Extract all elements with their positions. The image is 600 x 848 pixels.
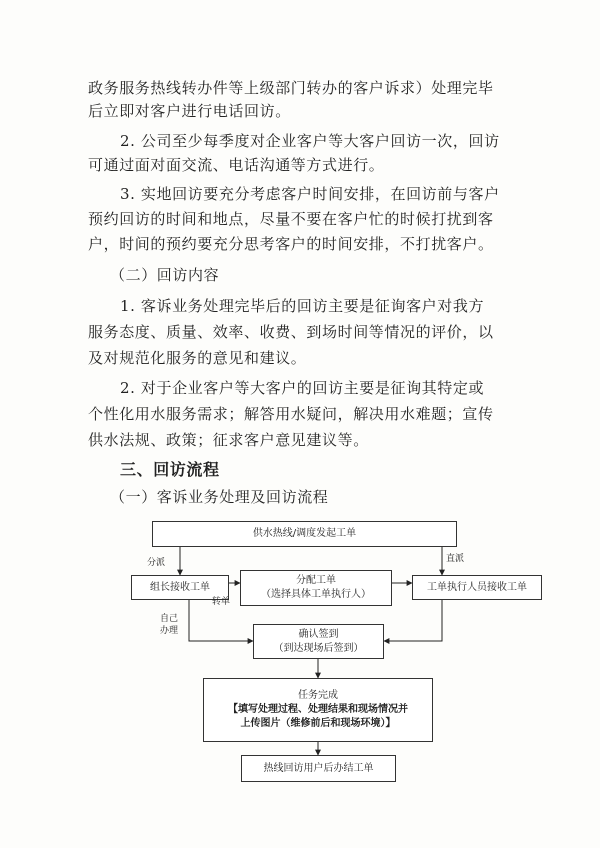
flow-task-title: 任务完成: [298, 690, 338, 701]
paragraph-line: 2. 对于企业客户等大客户的回访主要是征询其特定或: [120, 379, 485, 397]
paragraph-line: 预约回访的时间和地点，尽量不要在客户忙的时候打扰到客: [88, 210, 494, 228]
paragraph-line: 1. 客诉业务处理完毕后的回访主要是征询客户对我方: [120, 297, 485, 315]
paragraph-line: 可通过面对面交流、电话沟通等方式进行。: [88, 156, 385, 174]
flow-close-text: 热线回访用户后办结工单: [263, 762, 374, 774]
paragraph-line: 户，时间的预约要充分思考客户的时间安排，不打扰客户。: [88, 235, 494, 253]
flow-confirm-detail: （到达现场后签到）: [273, 642, 364, 654]
subsection-heading: （二）回访内容: [110, 266, 220, 284]
section-heading: 三、回访流程: [120, 460, 220, 479]
flow-start-box: [152, 521, 457, 547]
flow-task-box: [203, 678, 433, 742]
label-transfer: 转单: [212, 597, 231, 607]
flow-start-text: 供水热线/调度发起工单: [252, 528, 357, 539]
subsection-heading: （一）客诉业务处理及回访流程: [110, 488, 329, 506]
flow-confirm-box: [253, 624, 384, 659]
label-self-handle: 自己: [160, 614, 179, 624]
paragraph-line: 后立即对客户进行电话回访。: [88, 102, 291, 120]
flow-confirm-title: 确认签到: [298, 628, 339, 640]
paragraph-line: 供水法规、政策；征求客户意见建议等。: [88, 431, 369, 449]
paragraph-line: 2. 公司至少每季度对企业客户等大客户回访一次，回访: [120, 132, 500, 150]
flow-assign-title: 分配工单: [296, 575, 336, 586]
flow-executor-text: 工单执行人员接收工单: [427, 581, 527, 593]
flow-close-box: [241, 755, 396, 782]
paragraph-line: 服务态度、质量、效率、收费、到场时间等情况的评价，以: [88, 323, 494, 341]
flow-task-detail-2: 上传图片（维修前后和现场环境）】: [240, 718, 396, 729]
flow-assign-box: [240, 570, 392, 606]
paragraph-line: 个性化用水服务需求；解答用水疑问，解决用水难题；宣传: [88, 405, 494, 423]
label-dispatch: 分派: [147, 558, 166, 568]
flow-executor-box: [412, 575, 542, 600]
paragraph-line: 3. 实地回访要充分考虑客户时间安排，在回访前与客户: [120, 185, 500, 203]
label-self-handle-2: 办理: [160, 626, 179, 636]
flow-assign-detail: （选择具体工单执行人）: [261, 589, 371, 600]
flow-leader-text: 组长接收工单: [150, 581, 210, 593]
paragraph-line: 政务服务热线转办件等上级部门转办的客户诉求）处理完毕: [88, 79, 494, 97]
label-direct: 直派: [446, 554, 465, 564]
paragraph-line: 及对规范化服务的意见和建议。: [88, 349, 307, 367]
arrow-executor-confirm: [384, 600, 442, 641]
flow-task-detail: 【填写处理过程、处理结果和现场情况并: [228, 704, 408, 715]
